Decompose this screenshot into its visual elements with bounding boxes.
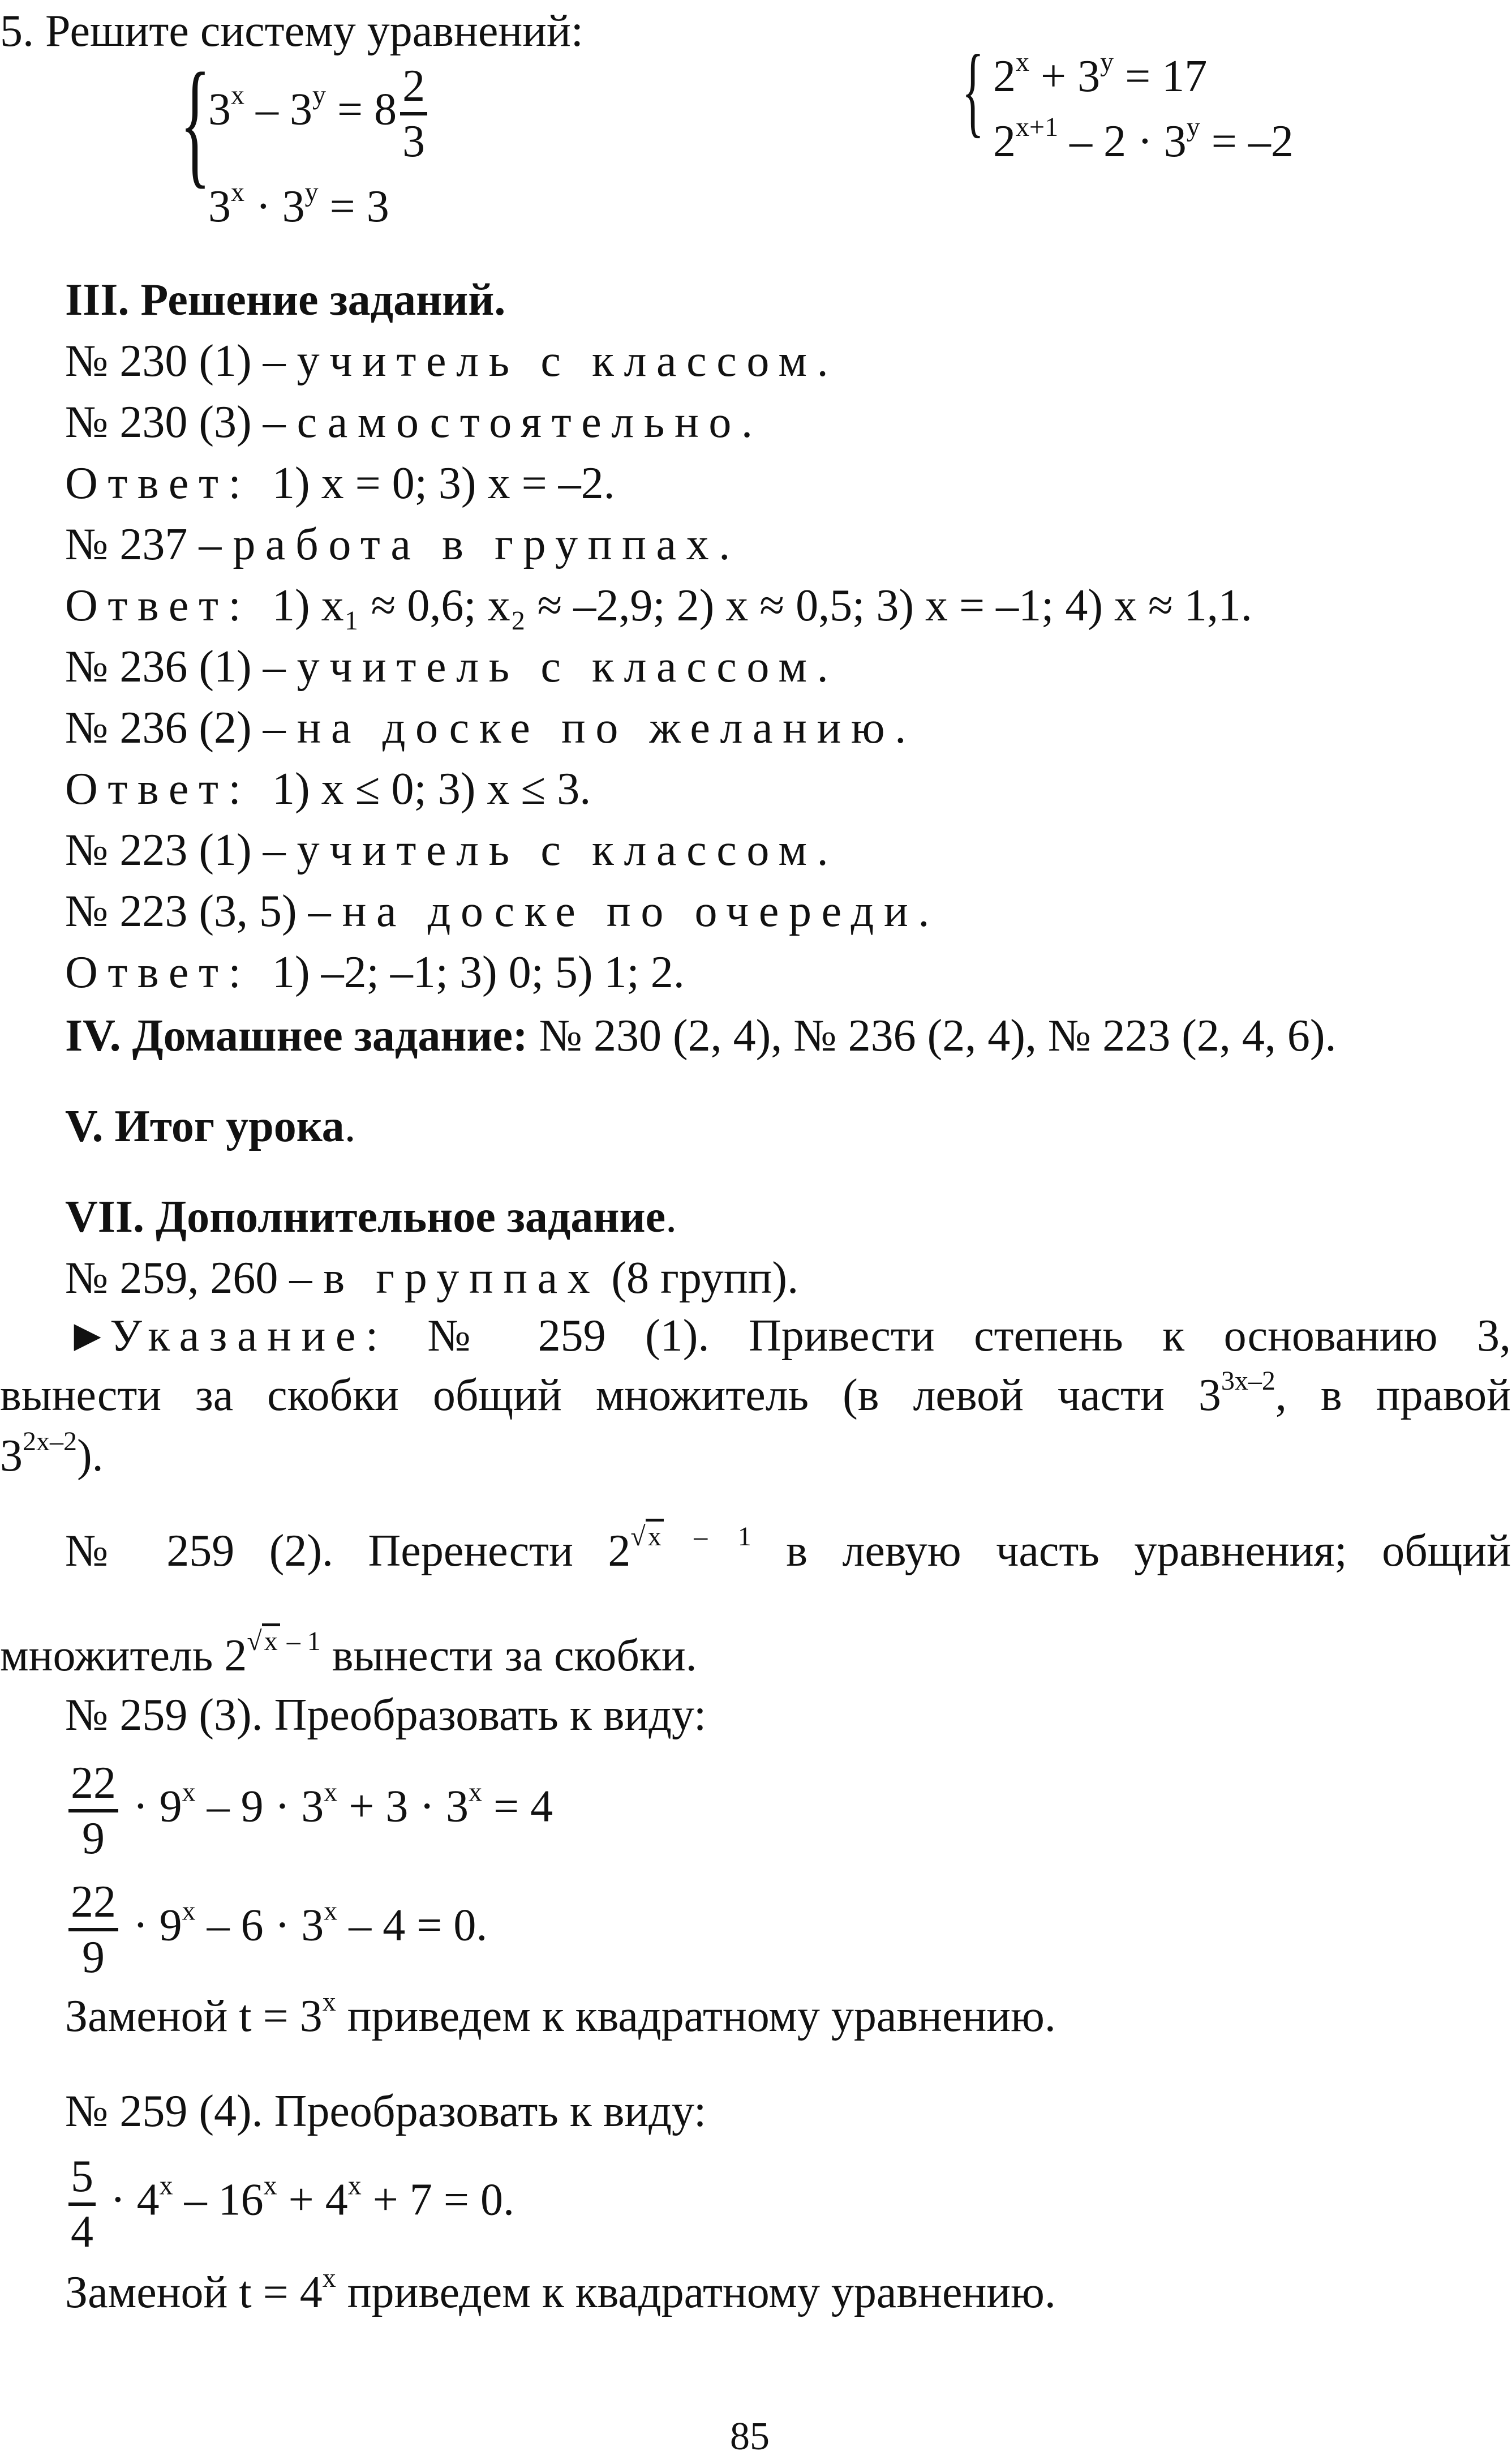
p259-2-line1: № 259 (2). Перенести $2^{√x - 1}$ в левую часть уравнения; общий [65, 1528, 1511, 1574]
line-230-3: № 230 (3) – самостоятельно. [65, 397, 763, 447]
hint-line1: ►Указание: № 259 (1). Привести степень к основанию 3, [65, 1311, 1511, 1361]
system2-brace: { [962, 34, 984, 147]
line-223-1: № 223 (1) – учитель с классом. [65, 825, 839, 875]
line-236-1: № 236 (1) – учитель с классом. [65, 642, 839, 692]
line-237: № 237 – работа в группах. [65, 520, 740, 569]
answer-230: Ответ: 1) x = 0; 3) x = –2. [65, 458, 615, 508]
section3-title: III. Решение заданий. [65, 275, 506, 325]
hint-line3: $3^{2x-2}$). [0, 1426, 104, 1481]
line-223-35: № 223 (3, 5) – на доске по очереди. [65, 886, 939, 936]
system1-eq1: $3^x - 3^y = 8$ $\frac{2}{3}$ [208, 63, 431, 164]
groups-line: № 259, 260 – в группах (8 групп). [65, 1253, 799, 1303]
arrow-marker-icon: ► [65, 1311, 110, 1361]
equation-b: $\frac{22}{9}$ · $9^x - 6 \cdot 3^x - 4 = 0$. [65, 1879, 487, 1980]
p259-4-heading: № 259 (4). Преобразовать к виду: [65, 2086, 707, 2136]
equation-c: $\frac{5}{4}$ · $4^x - 16^x + 4^x + 7 = 0$. [65, 2154, 514, 2255]
p259-2-line2: множитель $2^{√x - 1}$ вынести за скобки. [0, 1633, 697, 1678]
substitution-2: Заменой $t = 4^x$ приведем к квадратному уравнению. [65, 2263, 1056, 2317]
line-230-1: № 230 (1) – учитель с классом. [65, 336, 839, 386]
hint-line2: вынести за скобки общий множитель (в левой части $3^{3x-2}$, в правой [0, 1366, 1511, 1420]
section7-title: VII. Дополнительное задание. [65, 1192, 677, 1242]
answer-237: Ответ: 1) x₁ ≈ 0,6; x₂ ≈ –2,9; 2) x ≈ 0,5; 3) x = –1; 4) x ≈ 1,1. [65, 581, 1252, 631]
system2-eq2: $2^{x+1} - 2 \cdot 3^y = -2$ [993, 112, 1294, 166]
equation-a: $\frac{22}{9}$ · $9^x - 9 \cdot 3^x + 3 \cdot 3^x = 4$ [65, 1760, 553, 1861]
substitution-1: Заменой $t = 3^x$ приведем к квадратному уравнению. [65, 1987, 1056, 2041]
system1-brace: { [180, 44, 211, 201]
answer-236: Ответ: 1) x ≤ 0; 3) x ≤ 3. [65, 764, 591, 814]
section5-title: V. Итог урока. [65, 1102, 356, 1151]
page-number: 85 [730, 2415, 770, 2458]
system1-eq2: $3^x \cdot 3^y = 3$ [208, 177, 389, 232]
answer-223: Ответ: 1) –2; –1; 3) 0; 5) 1; 2. [65, 948, 685, 997]
homework-line: IV. Домашнее задание: № 230 (2, 4), № 236 (2, 4), № 223 (2, 4, 6). [65, 1011, 1337, 1061]
p259-3-heading: № 259 (3). Преобразовать к виду: [65, 1690, 707, 1740]
task5-heading: 5. Решите систему уравнений: [0, 6, 584, 56]
system2-eq1: $2^x + 3^y = 17$ [993, 47, 1208, 101]
line-236-2: № 236 (2) – на доске по желанию. [65, 703, 916, 753]
